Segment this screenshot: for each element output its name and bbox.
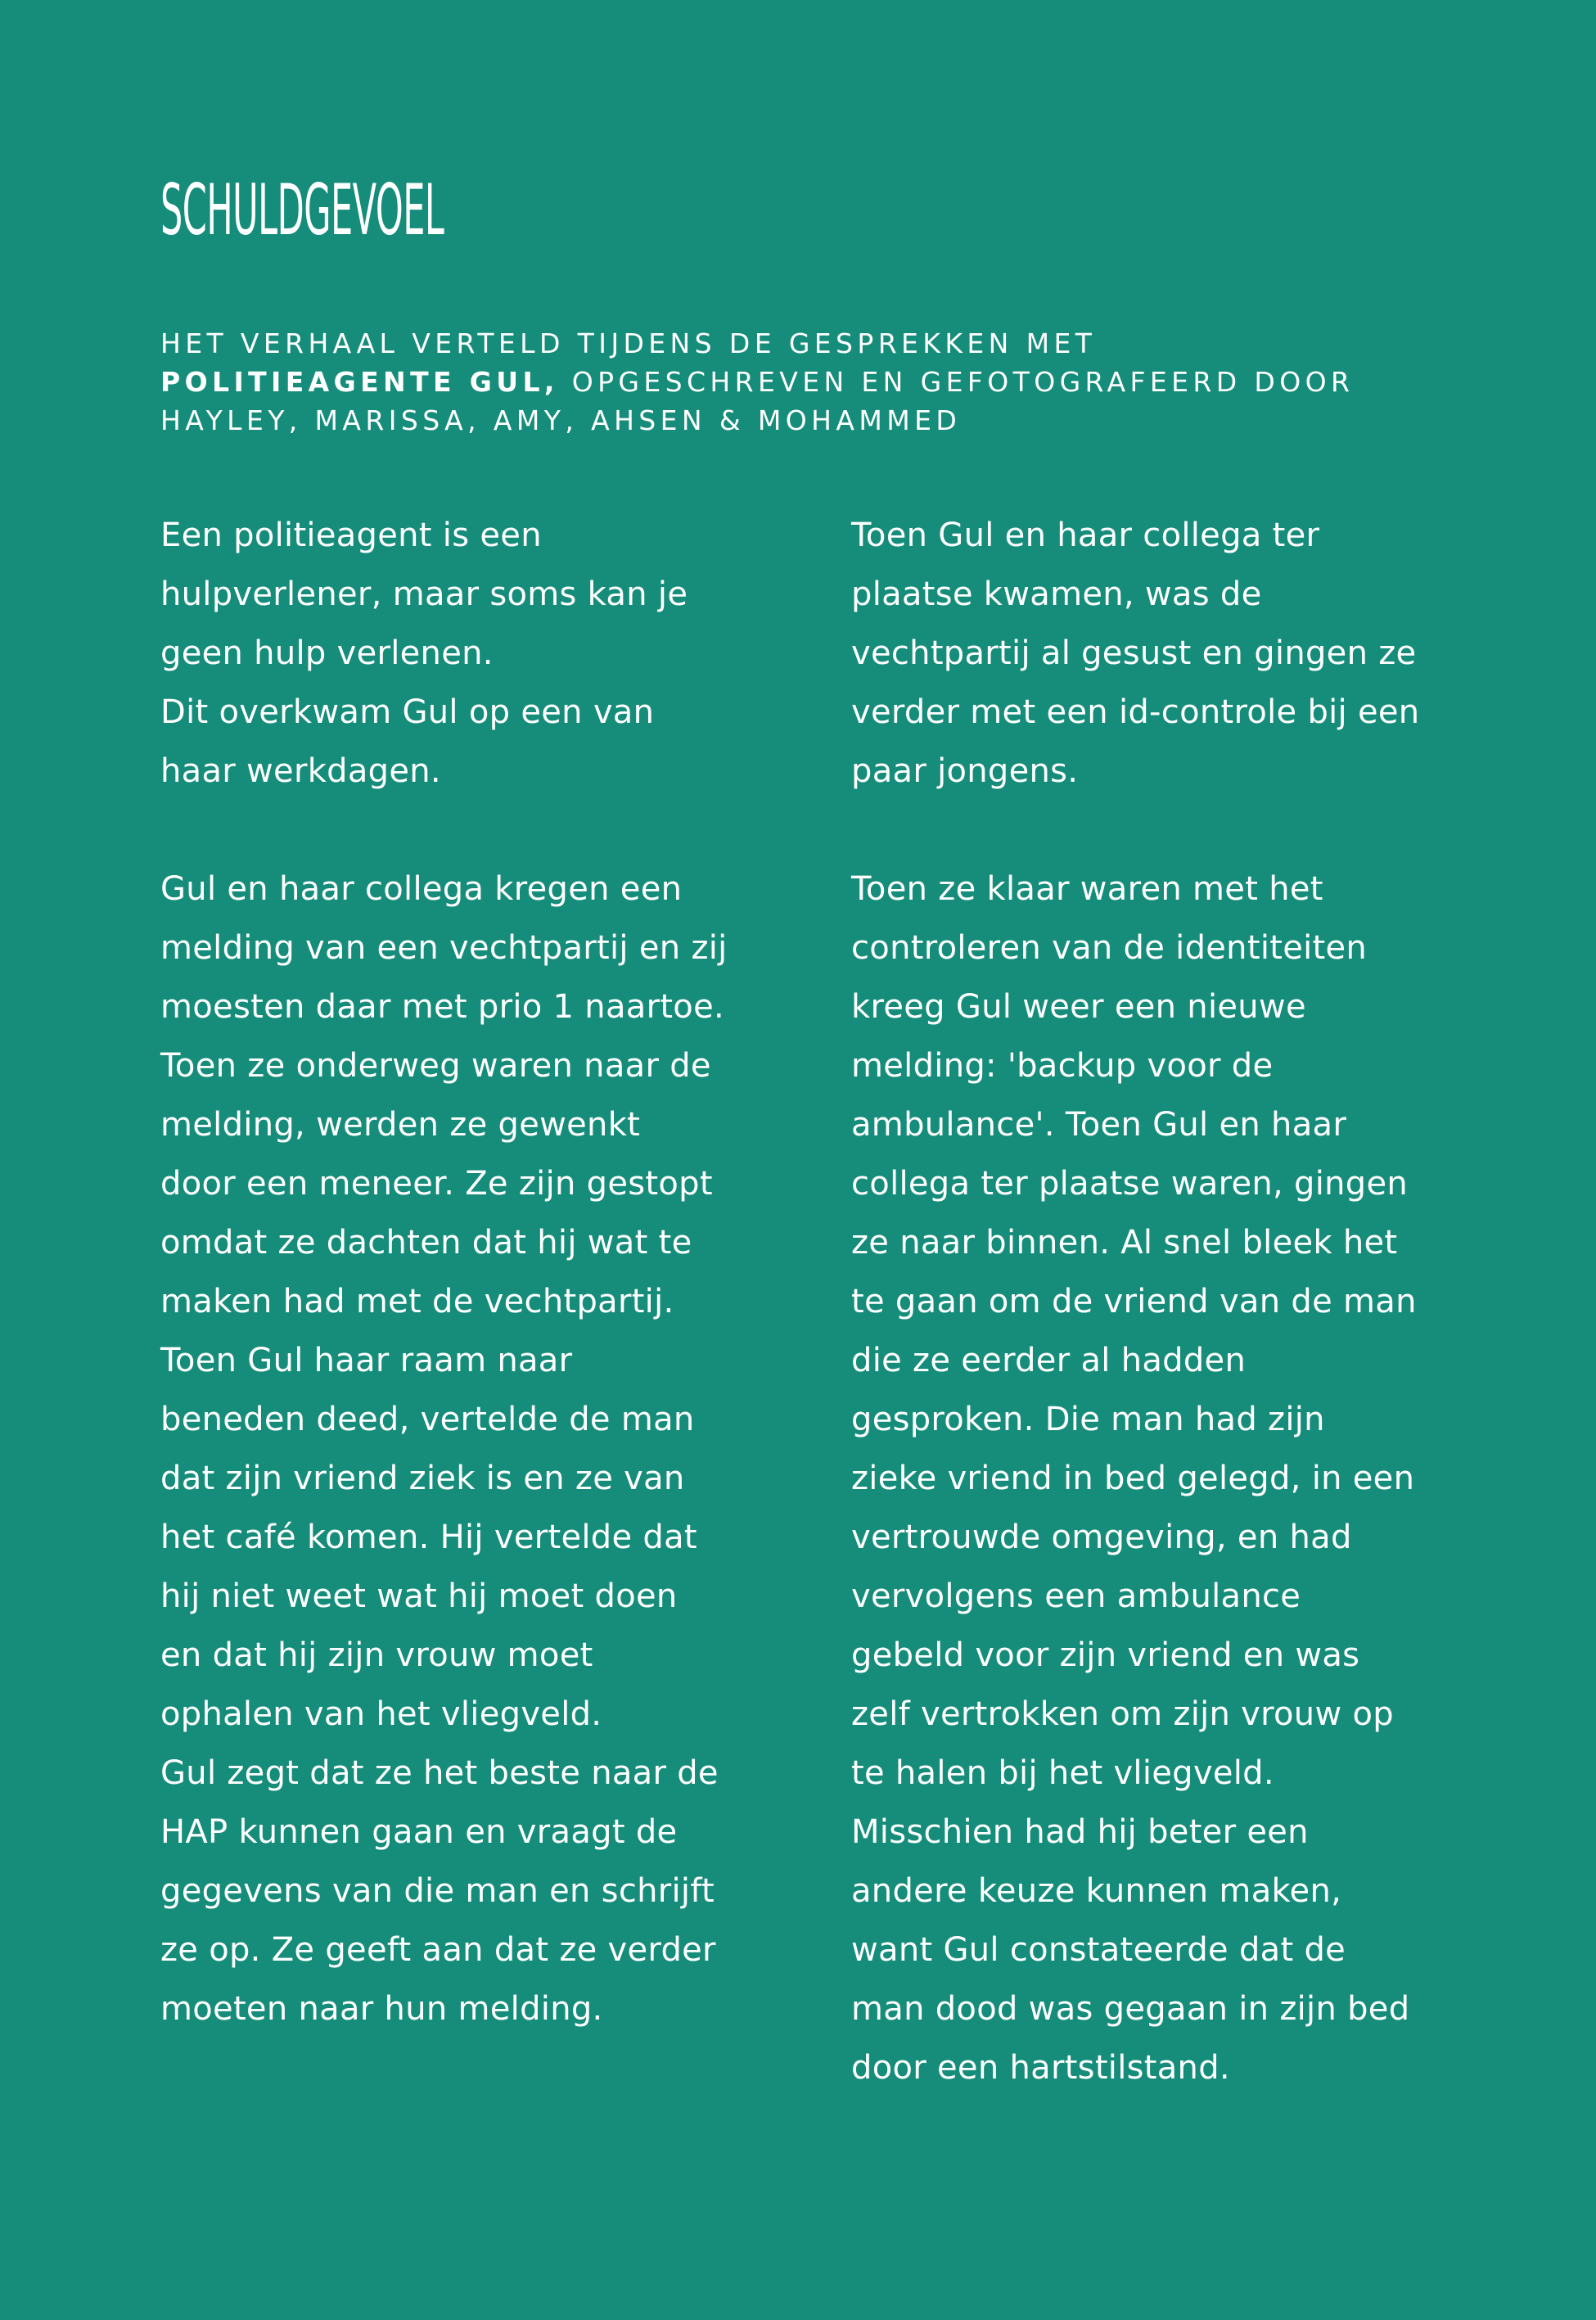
subtitle-author-name: POLITIEAGENTE GUL, [160,366,559,398]
text-line: vervolgens een ambulance [851,1578,1301,1615]
text-line: plaatse kwamen, was de [851,575,1262,613]
text-line: het café komen. Hij vertelde dat [160,1519,697,1556]
text-line: Toen Gul en haar collega ter [851,517,1320,554]
article-title: SCHULDGEVOEL [160,169,444,251]
text-line: door een meneer. Ze zijn gestopt [160,1165,713,1203]
paragraph-gap [160,801,728,860]
text-line: ze op. Ze geeft aan dat ze verder [160,1931,716,1969]
text-line: andere keuze kunnen maken, [851,1872,1342,1910]
text-line: vechtpartij al gesust en gingen ze [851,634,1417,672]
right-paragraph-2 [851,860,1419,2097]
text-line: hij niet weet wat hij moet doen [160,1578,678,1615]
text-line: maken had met de vechtpartij. [160,1283,674,1320]
text-line: ophalen van het vliegveld. [160,1695,602,1733]
text-line: geen hulp verlenen. [160,634,494,672]
text-line: hulpverlener, maar soms kan je [160,575,688,613]
text-line: kreeg Gul weer een nieuwe [851,988,1306,1026]
text-line: zelf vertrokken om zijn vrouw op [851,1695,1394,1733]
text-line: Toen Gul haar raam naar [160,1342,573,1379]
text-line: man dood was gegaan in zijn bed [851,1990,1410,2028]
text-line: gesproken. Die man had zijn [851,1401,1325,1438]
text-line: en dat hij zijn vrouw moet [160,1636,593,1674]
text-line: te halen bij het vliegveld. [851,1754,1274,1792]
text-line: beneden deed, vertelde de man [160,1401,695,1438]
text-line: die ze eerder al hadden [851,1342,1247,1379]
subtitle-line-2-rest: OPGESCHREVEN EN GEFOTOGRAFEERD DOOR [558,366,1355,398]
text-line: Dit overkwam Gul op een van [160,693,655,731]
text-line: ze naar binnen. Al snel bleek het [851,1224,1398,1262]
text-line: omdat ze dachten dat hij wat te [160,1224,692,1262]
text-line: Misschien had hij beter een [851,1813,1309,1851]
text-line: verder met een id-controle bij een [851,693,1420,731]
left-paragraph-1 [160,506,728,801]
subtitle-line-1: HET VERHAAL VERTELD TIJDENS DE GESPREKKEN MET [160,327,1097,359]
text-line: Gul zegt dat ze het beste naar de [160,1754,719,1792]
left-paragraph-2 [160,860,728,2038]
text-line: HAP kunnen gaan en vraagt de [160,1813,678,1851]
right-paragraph-1 [851,506,1419,801]
text-line: moesten daar met prio 1 naartoe. [160,988,724,1026]
text-line: Toen ze onderweg waren naar de [160,1047,711,1085]
text-line: want Gul constateerde dat de [851,1931,1346,1969]
text-line: gebeld voor zijn vriend en was [851,1636,1360,1674]
subtitle-line-2 [160,363,1470,401]
text-line: Gul en haar collega kregen een [160,870,683,908]
article-subtitle [160,324,1470,440]
text-line: ambulance'. Toen Gul en haar [851,1106,1347,1144]
text-line: collega ter plaatse waren, gingen [851,1165,1409,1203]
right-column [851,506,1419,2097]
text-line: vertrouwde omgeving, en had [851,1519,1352,1556]
text-line: melding, werden ze gewenkt [160,1106,641,1144]
text-line: controleren van de identiteiten [851,929,1368,967]
text-line: Een politieagent is een [160,517,542,554]
paragraph-gap [851,801,1419,860]
text-line: melding van een vechtpartij en zij [160,929,728,967]
left-column [160,506,728,2038]
text-line: door een hartstilstand. [851,2049,1230,2087]
text-line: paar jongens. [851,752,1079,790]
text-line: te gaan om de vriend van de man [851,1283,1417,1320]
text-line: moeten naar hun melding. [160,1990,603,2028]
text-line: dat zijn vriend ziek is en ze van [160,1460,685,1497]
text-line: melding: 'backup voor de [851,1047,1274,1085]
text-line: haar werkdagen. [160,752,441,790]
subtitle-line-3: HAYLEY, MARISSA, AMY, AHSEN & MOHAMMED [160,404,962,436]
text-line: gegevens van die man en schrijft [160,1872,715,1910]
text-line: zieke vriend in bed gelegd, in een [851,1460,1415,1497]
text-line: Toen ze klaar waren met het [851,870,1323,908]
